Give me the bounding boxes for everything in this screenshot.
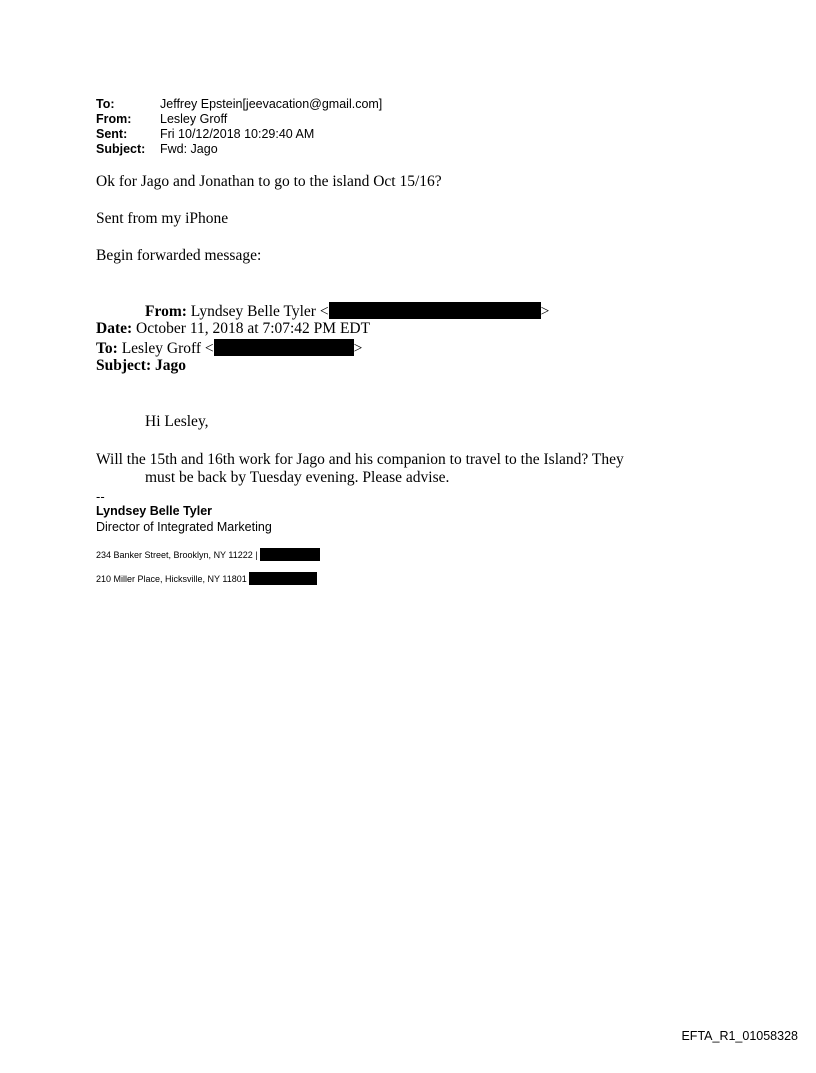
body-line-1: Ok for Jago and Jonathan to go to the island Oct 15/16?: [96, 173, 442, 190]
forwarded-greeting: Hi Lesley,: [145, 413, 209, 430]
header-sent-value: Fri 10/12/2018 10:29:40 AM: [160, 127, 315, 141]
forwarded-to-close: >: [353, 340, 363, 357]
forwarded-to-row: [96, 339, 362, 358]
signature-separator: --: [96, 489, 105, 504]
redaction-bar: [329, 302, 541, 319]
header-subject-label: Subject:: [96, 142, 146, 156]
document-id: EFTA_R1_01058328: [681, 1029, 798, 1043]
signature-address-1-text: 234 Banker Street, Brooklyn, NY 11222 |: [96, 550, 258, 560]
forwarded-from-label: From:: [145, 303, 187, 320]
body-line-2: Sent from my iPhone: [96, 210, 229, 227]
forwarded-to-value: Lesley Groff <: [121, 340, 214, 357]
header-to-row: [96, 97, 382, 112]
forwarded-date-label: Date:: [96, 320, 133, 337]
header-subject-row: [96, 142, 382, 157]
forwarded-message-line-2: must be back by Tuesday evening. Please advise.: [145, 469, 450, 486]
forwarded-from-close: >: [540, 303, 550, 320]
header-from-row: [96, 112, 382, 127]
email-header: [96, 97, 382, 157]
forwarded-subject-label: Subject:: [96, 357, 152, 374]
header-to-value: Jeffrey Epstein[jeevacation@gmail.com]: [160, 97, 383, 111]
redaction-bar: [214, 339, 354, 356]
forwarded-from-value: Lyndsey Belle Tyler <: [190, 303, 329, 320]
header-sent-label: Sent:: [96, 127, 128, 141]
signature-title: Director of Integrated Marketing: [96, 520, 272, 534]
signature-address-2: [96, 572, 317, 585]
forwarded-subject-row: [96, 357, 186, 375]
header-from-label: From:: [96, 112, 132, 126]
header-from-value: Lesley Groff: [160, 112, 228, 126]
forwarded-date-value: October 11, 2018 at 7:07:42 PM EDT: [136, 320, 371, 337]
header-to-label: To:: [96, 97, 115, 111]
forwarded-to-label: To:: [96, 340, 118, 357]
header-sent-row: [96, 127, 382, 142]
redaction-bar: [260, 548, 320, 561]
forwarded-subject-value: Jago: [154, 357, 186, 374]
header-subject-value: Fwd: Jago: [160, 142, 218, 156]
signature-address-2-text: 210 Miller Place, Hicksville, NY 11801: [96, 574, 247, 584]
forwarded-message-line-1: Will the 15th and 16th work for Jago and his companion to travel to the Island? They: [96, 451, 624, 468]
redaction-bar: [249, 572, 317, 585]
signature-address-1: [96, 548, 320, 561]
forwarded-from-row: [145, 302, 549, 321]
body-line-3: Begin forwarded message:: [96, 247, 262, 264]
forwarded-date-row: [96, 320, 370, 338]
signature-name: Lyndsey Belle Tyler: [96, 504, 213, 518]
